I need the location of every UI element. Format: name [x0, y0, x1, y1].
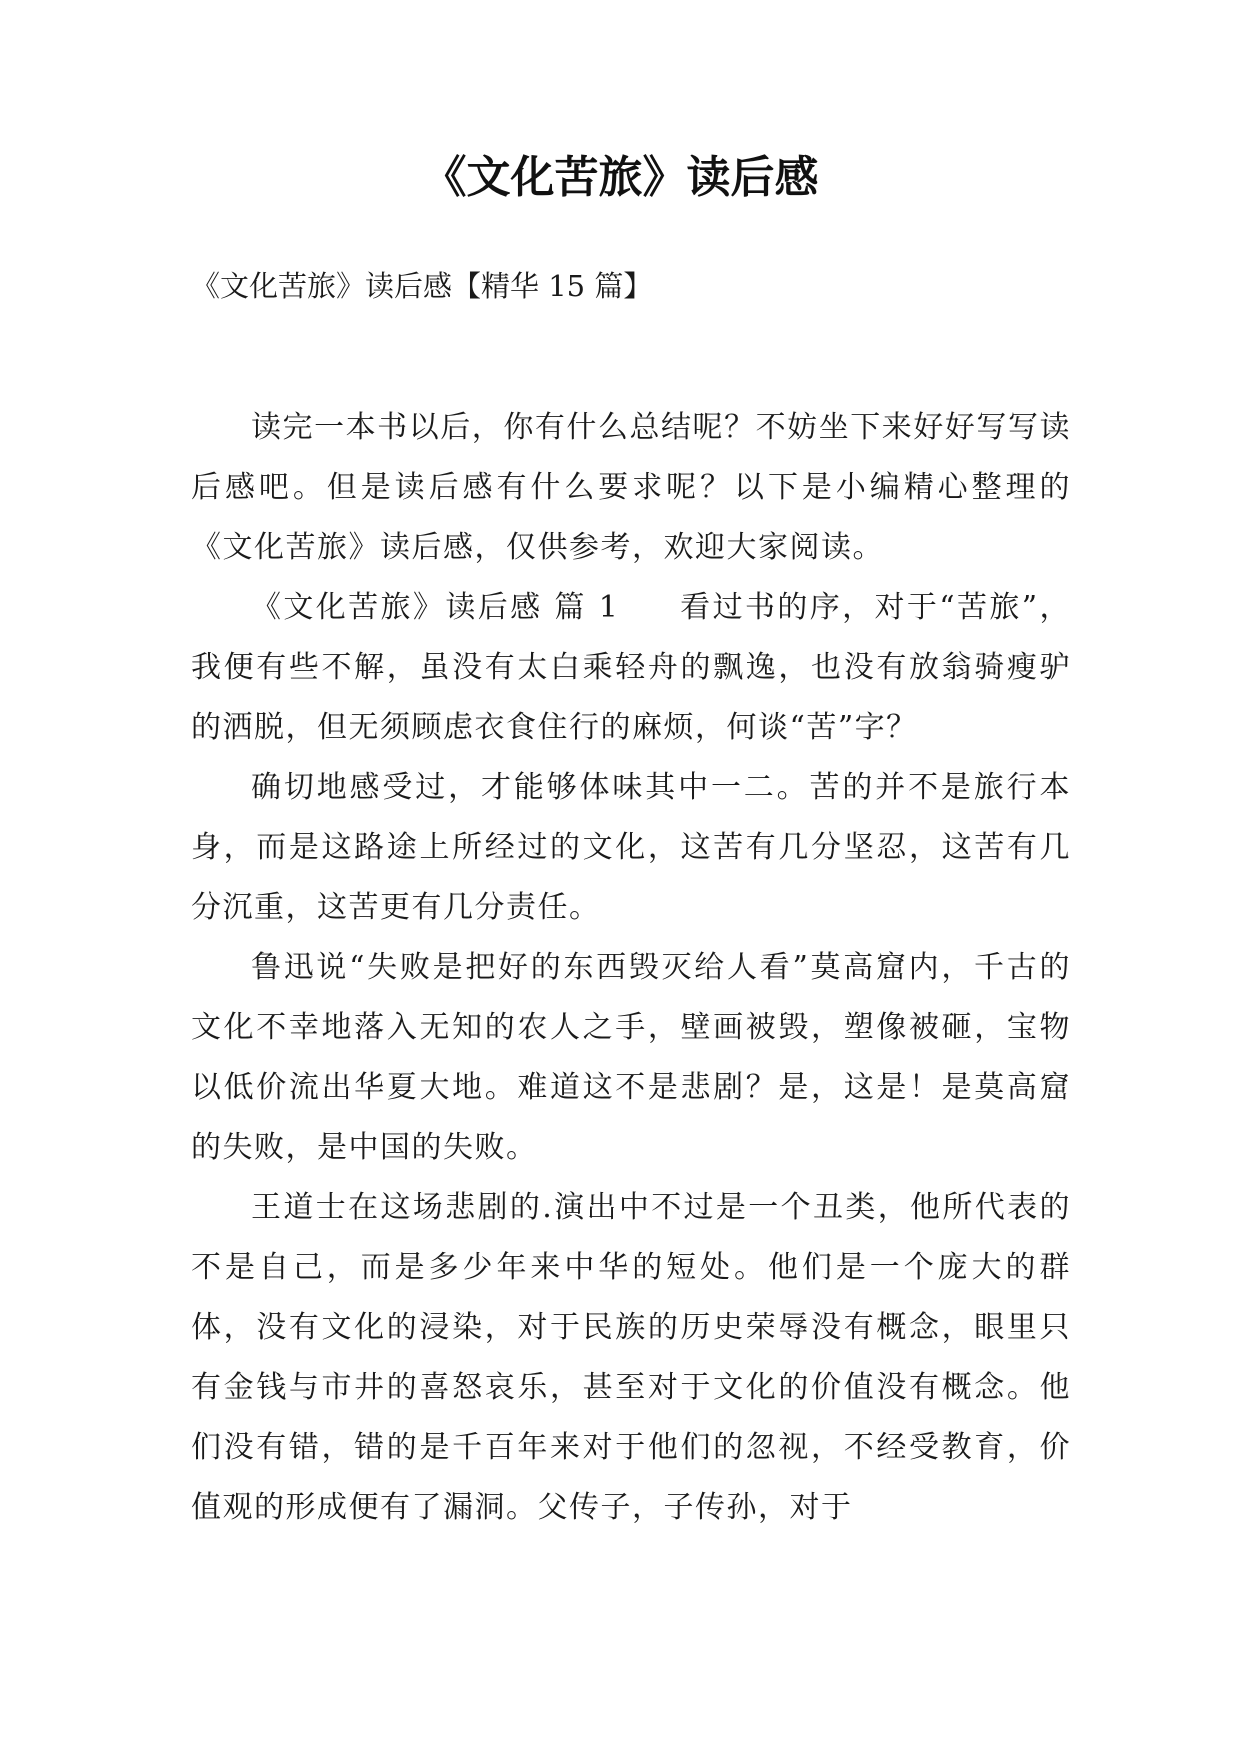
document-subtitle: 《文化苦旅》读后感【精华 15 篇】	[191, 269, 653, 303]
paragraph-2: 确切地感受过，才能够体味其中一二。苦的并不是旅行本身，而是这路途上所经过的文化，这苦有几分坚忍，这苦有几分沉重，这苦更有几分责任。	[191, 770, 1071, 925]
section-1-text: 看过书的序，对于“苦旅”，我便有些不解，虽没有太白乘轻舟的飘逸，也没有放翁骑瘦驴的洒脱，但无须顾虑衣食住行的麻烦，何谈“苦”字？	[191, 590, 1071, 745]
paragraph-4: 王道士在这场悲剧的.演出中不过是一个丑类，他所代表的不是自己，而是多少年来中华的短处。他们是一个庞大的群体，没有文化的浸染，对于民族的历史荣辱没有概念，眼里只有金钱与市井的喜怒哀乐，甚至对于文化的价值没有概念。他们没有错，错的是千百年来对于他们的忽视，不经受教育，价值观的形成便有了漏洞。父传子，子传孙，对于	[191, 1190, 1071, 1525]
paragraph-section-1	[191, 578, 1071, 758]
document-title: 《文化苦旅》读后感	[422, 152, 819, 203]
document-body	[191, 398, 1071, 1538]
paragraph-3: 鲁迅说“失败是把好的东西毁灭给人看”莫高窟内，千古的文化不幸地落入无知的农人之手，壁画被毁，塑像被砸，宝物以低价流出华夏大地。难道这不是悲剧？是，这是！是莫高窟的失败，是中国的失败。	[191, 950, 1071, 1165]
paragraph-intro: 读完一本书以后，你有什么总结呢？不妨坐下来好好写写读后感吧。但是读后感有什么要求呢？以下是小编精心整理的《文化苦旅》读后感，仅供参考，欢迎大家阅读。	[191, 410, 1071, 565]
section-1-heading: 《文化苦旅》读后感 篇 1	[251, 590, 620, 625]
